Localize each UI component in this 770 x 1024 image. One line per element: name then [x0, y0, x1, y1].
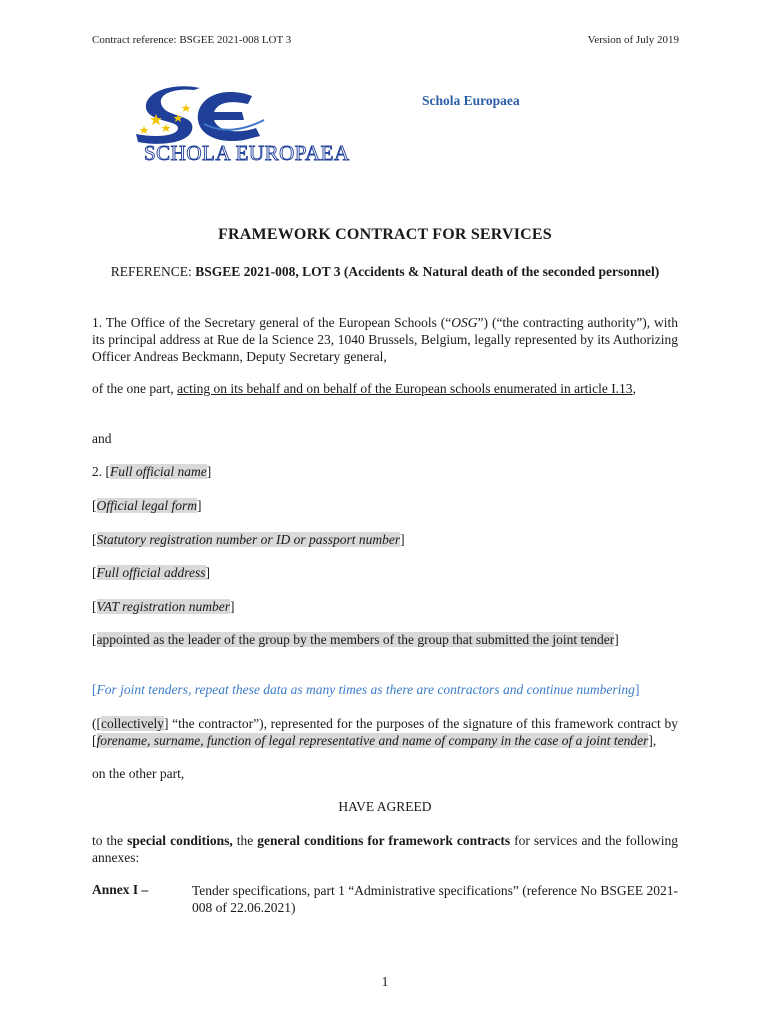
contract-title: FRAMEWORK CONTRACT FOR SERVICES [218, 226, 552, 243]
para2-text-b: , [632, 381, 636, 396]
joint-tender-note-text: For joint tenders, repeat these data as many times as there are contractors and continue numbering [96, 682, 635, 697]
contracting-authority-paragraph [92, 314, 678, 365]
contractor-text-c: ], [648, 733, 657, 748]
field-prefix: 2. [ [92, 464, 110, 479]
and-text: and [92, 431, 112, 446]
osg-abbrev: OSG [451, 315, 478, 330]
page-number: 1 [381, 974, 389, 989]
reference-label: REFERENCE: [110, 264, 196, 279]
para1-text-a: 1. The Office of the Secretary general of the European Schools (“ [92, 315, 452, 330]
logo-wordmark: SCHOLA EUROPAEA [144, 141, 350, 165]
group-leader-placeholder: appointed as the leader of the group by the members of the group that submitted the joint tender [96, 632, 615, 647]
field-group-leader: [appointed as the leader of the group by the members of the group that submitted the joint tender] [92, 632, 619, 647]
school-name: Schola Europaea [422, 93, 520, 108]
reference-value: BSGEE 2021-008, LOT 3 (Accidents & Natural death of the seconded personnel) [195, 264, 660, 279]
registration-placeholder: Statutory registration number or ID or passport number [96, 532, 401, 547]
full-official-name-placeholder: Full official name [110, 464, 207, 479]
field-registration-number: [Statutory registration number or ID or passport number] [92, 532, 405, 547]
agreed-text-a: to the [92, 833, 128, 848]
representative-placeholder: forename, surname, function of legal representative and name of company in the case of a joint tender [96, 733, 649, 748]
reference-line [100, 263, 670, 281]
annex-label: Annex I – [92, 882, 149, 897]
logo-e-shape [198, 92, 260, 141]
joint-tender-note: [For joint tenders, repeat these data as many times as there are contractors and continue numbering] [92, 682, 640, 697]
header-contract-reference: Contract reference: BSGEE 2021-008 LOT 3 [92, 34, 292, 46]
logo-s-shape [136, 86, 200, 144]
address-placeholder: Full official address [96, 565, 206, 580]
contractor-paragraph: ([collectively] “the contractor”), represented for the purposes of the signature of this framework contract by [forename, surname, function of legal representative and name of company in the case of a joint tender], [92, 716, 678, 748]
one-part-paragraph [92, 380, 678, 397]
behalf-clause: acting on its behalf and on behalf of the European schools enumerated in article I.13 [177, 381, 633, 396]
field-official-address: [Full official address] [92, 565, 210, 580]
agreed-text-b: the [232, 833, 258, 848]
field-vat-number: [VAT registration number] [92, 599, 235, 614]
legal-form-placeholder: Official legal form [96, 498, 197, 513]
header-version: Version of July 2019 [587, 34, 679, 46]
field-full-official-name: 2. [Full official name] [92, 464, 212, 479]
annex-description: Tender specifications, part 1 “Administrative specifications” (reference No BSGEE 2021-008 of 22.06.2021) [192, 883, 678, 915]
agreed-text-c: for services and the following annexes: [92, 833, 678, 865]
collectively-placeholder: collectively [101, 716, 164, 731]
field-official-legal-form: [Official legal form] [92, 498, 202, 513]
contractor-text-a: ( [92, 716, 97, 731]
para1-text-b: ”) (“the contracting authority”), with its principal address at Rue de la Science 23, 1040 Brussels, Belgium, legally represented by its Authorizing Officer Andreas Beckmann, Deputy Secretary general, [92, 315, 678, 364]
special-conditions: special conditions, [127, 833, 233, 848]
agreed-paragraph [92, 832, 678, 866]
vat-placeholder: VAT registration number [96, 599, 231, 614]
general-conditions: general conditions for framework contracts [257, 833, 511, 848]
contractor-text-b: ] “the contractor”), represented for the purposes of the signature of this framework contract by [ [92, 716, 678, 748]
para2-text-a: of the one part, [92, 381, 178, 396]
schola-europaea-logo [134, 84, 366, 166]
other-part-text: on the other part, [92, 766, 185, 781]
have-agreed-heading: HAVE AGREED [338, 799, 432, 814]
